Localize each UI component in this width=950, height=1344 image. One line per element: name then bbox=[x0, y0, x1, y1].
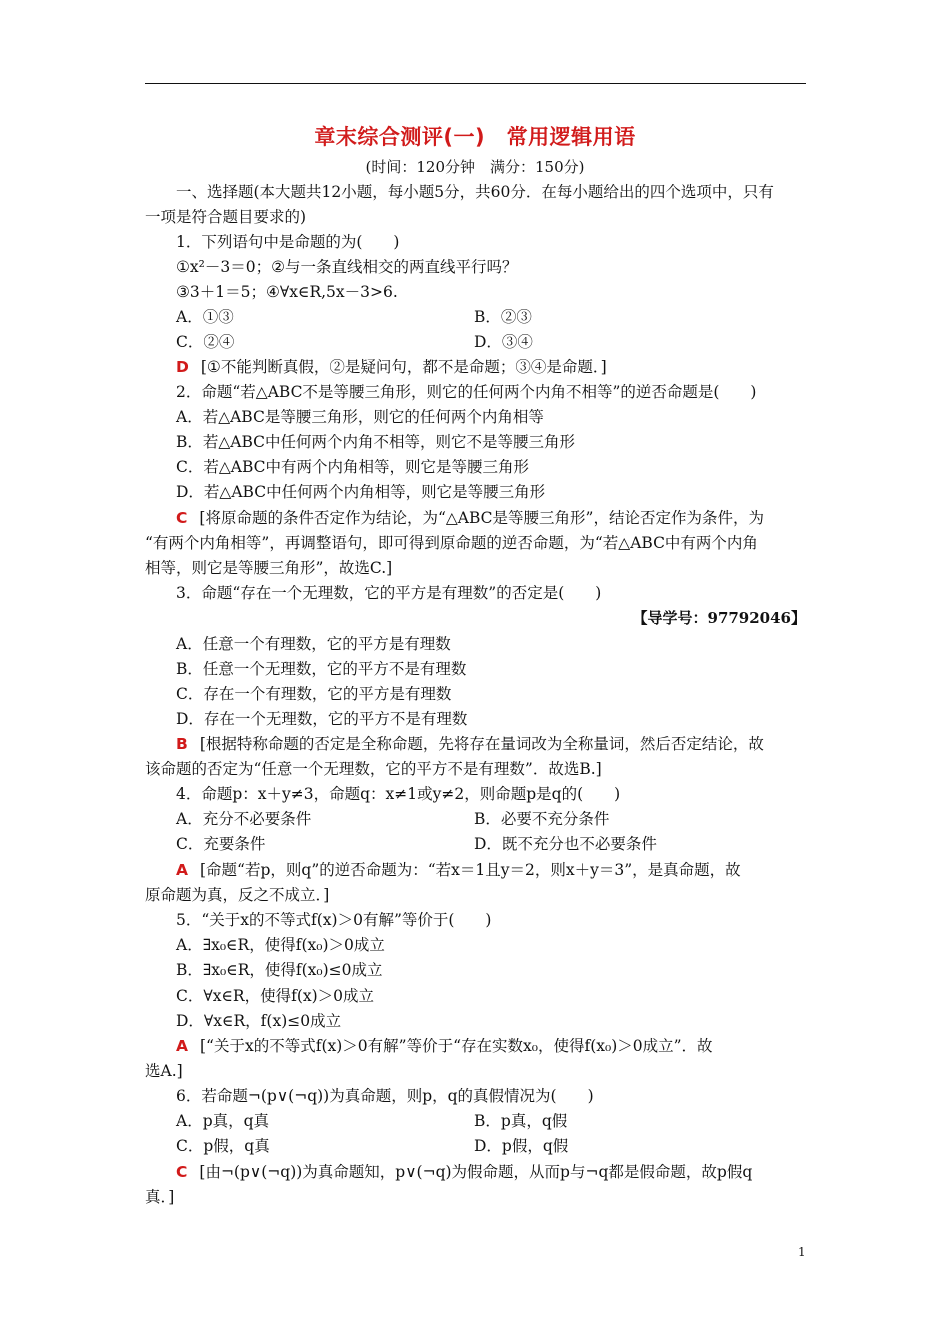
q4-stem: 4．命题p：x＋y≠3，命题q：x≠1或y≠2，则命题p是q的( ) bbox=[176, 785, 621, 803]
q1-statements-2: ③3＋1＝5；④∀x∈R,5x－3>6. bbox=[176, 283, 398, 301]
q2-answer: C bbox=[176, 509, 188, 527]
q3-study-ref: 【导学号：97792046】 bbox=[632, 609, 806, 627]
q3-stem: 3．命题“存在一个无理数，它的平方是有理数”的否定是( ) bbox=[176, 584, 602, 602]
header-rule bbox=[145, 83, 806, 84]
q3-option-b: B．任意一个无理数，它的平方不是有理数 bbox=[176, 660, 467, 678]
q2-option-c: C．若△ABC中有两个内角相等，则它是等腰三角形 bbox=[176, 458, 530, 476]
q1-answer: D bbox=[176, 358, 189, 376]
q6-solution bbox=[176, 1161, 752, 1183]
q5-option-d: D．∀x∈R，f(x)≤0成立 bbox=[176, 1012, 342, 1030]
q1-option-a: A．①③ bbox=[176, 308, 234, 326]
q4-solution bbox=[176, 859, 741, 881]
page-title: 章末综合测评(一) 常用逻辑用语 bbox=[314, 125, 636, 149]
q3-option-c: C．存在一个有理数，它的平方是有理数 bbox=[176, 685, 452, 703]
exam-meta: (时间：120分钟 满分：150分) bbox=[365, 158, 585, 176]
q2-option-b: B．若△ABC中任何两个内角不相等，则它不是等腰三角形 bbox=[176, 433, 576, 451]
page-number: 1 bbox=[798, 1245, 806, 1259]
q2-stem: 2．命题“若△ABC不是等腰三角形，则它的任何两个内角不相等”的逆否命题是( ) bbox=[176, 383, 757, 401]
q4-option-a: A．充分不必要条件 bbox=[176, 810, 312, 828]
q5-option-c: C．∀x∈R，使得f(x)＞0成立 bbox=[176, 987, 375, 1005]
q3-solution bbox=[176, 733, 764, 755]
q1-stem: 1．下列语句中是命题的为( ) bbox=[176, 233, 400, 251]
q5-stem: 5．“关于x的不等式f(x)＞0有解”等价于( ) bbox=[176, 911, 492, 929]
q6-option-b: B．p真，q假 bbox=[474, 1112, 568, 1130]
q6-solution-text-2: 真．] bbox=[145, 1188, 175, 1206]
q6-option-d: D．p假，q假 bbox=[474, 1137, 569, 1155]
section-instructions: 一、选择题(本大题共12小题，每小题5分，共60分．在每小题给出的四个选项中，只有 bbox=[176, 183, 774, 201]
q2-solution bbox=[176, 507, 764, 529]
q2-option-d: D．若△ABC中任何两个内角相等，则它是等腰三角形 bbox=[176, 483, 546, 501]
q1-statements-1: ①x²－3＝0；②与一条直线相交的两直线平行吗？ bbox=[176, 258, 518, 276]
q6-option-c: C．p假，q真 bbox=[176, 1137, 270, 1155]
q4-solution-text-1: [命题“若p，则q”的逆否命题为：“若x＝1且y＝2，则x＋y＝3”，是真命题，故 bbox=[200, 861, 741, 879]
q4-answer: A bbox=[176, 861, 188, 879]
q2-solution-text-3: 相等，则它是等腰三角形”，故选C.] bbox=[145, 559, 393, 577]
q6-option-a: A．p真，q真 bbox=[176, 1112, 270, 1130]
q5-answer: A bbox=[176, 1037, 188, 1055]
q1-option-c: C．②④ bbox=[176, 333, 235, 351]
q3-option-a: A．任意一个有理数，它的平方是有理数 bbox=[176, 635, 451, 653]
q2-solution-text-2: “有两个内角相等”，再调整语句，即可得到原命题的逆否命题，为“若△ABC中有两个内角 bbox=[145, 534, 758, 552]
q3-solution-text-2: 该命题的否定为“任意一个无理数，它的平方不是有理数”．故选B.] bbox=[145, 760, 602, 778]
q5-solution bbox=[176, 1035, 713, 1057]
q4-option-d: D．既不充分也不必要条件 bbox=[474, 835, 657, 853]
q5-solution-text-2: 选A.] bbox=[145, 1062, 183, 1080]
q1-solution bbox=[176, 356, 607, 378]
q3-solution-text-1: [根据特称命题的否定是全称命题，先将存在量词改为全称量词，然后否定结论，故 bbox=[199, 735, 764, 753]
section-instructions-cont: 一项是符合题目要求的) bbox=[145, 208, 307, 226]
q3-answer: B bbox=[176, 735, 188, 753]
q1-option-b: B．②③ bbox=[474, 308, 532, 326]
q5-option-b: B．∃x₀∈R，使得f(x₀)≤0成立 bbox=[176, 961, 383, 979]
q6-answer: C bbox=[176, 1163, 188, 1181]
q2-option-a: A．若△ABC是等腰三角形，则它的任何两个内角相等 bbox=[176, 408, 544, 426]
q4-option-b: B．必要不充分条件 bbox=[474, 810, 610, 828]
q5-solution-text-1: [“关于x的不等式f(x)＞0有解”等价于“存在实数x₀，使得f(x₀)＞0成立”．故 bbox=[200, 1037, 713, 1055]
q4-option-c: C．充要条件 bbox=[176, 835, 266, 853]
q1-option-d: D．③④ bbox=[474, 333, 533, 351]
q5-option-a: A．∃x₀∈R，使得f(x₀)＞0成立 bbox=[176, 936, 385, 954]
q2-solution-text-1: [将原命题的条件否定作为结论，为“△ABC是等腰三角形”，结论否定作为条件，为 bbox=[199, 509, 764, 527]
q1-solution-text: [①不能判断真假，②是疑问句，都不是命题；③④是命题．] bbox=[200, 358, 607, 376]
q3-option-d: D．存在一个无理数，它的平方不是有理数 bbox=[176, 710, 468, 728]
q6-solution-text-1: [由¬(p∨(¬q))为真命题知，p∨(¬q)为假命题，从而p与¬q都是假命题，故p假q bbox=[199, 1163, 753, 1181]
q6-stem: 6．若命题¬(p∨(¬q))为真命题，则p，q的真假情况为( ) bbox=[176, 1087, 594, 1105]
q4-solution-text-2: 原命题为真，反之不成立．] bbox=[145, 886, 330, 904]
